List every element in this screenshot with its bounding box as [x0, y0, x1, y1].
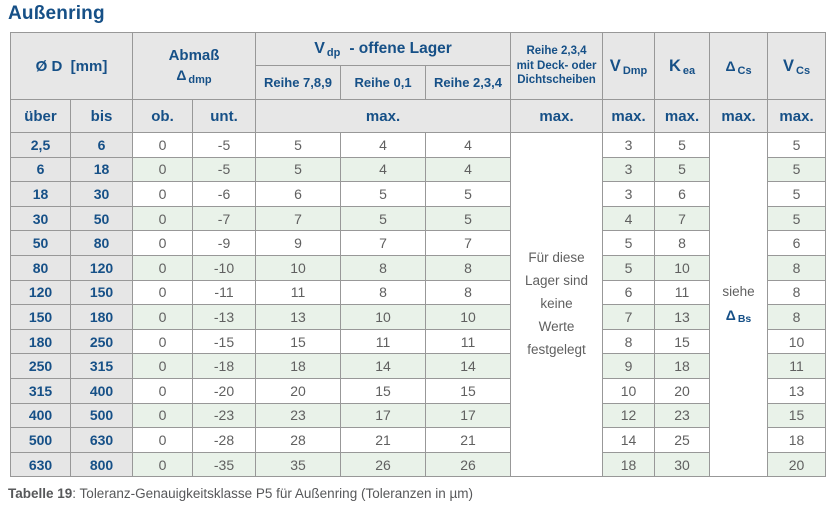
- table-row: [11, 452, 826, 477]
- cell-reihe-01: 17: [341, 403, 426, 428]
- cell-unt: -10: [193, 255, 256, 280]
- table-row: [11, 231, 826, 256]
- caption-number: Tabelle 19: [8, 486, 73, 502]
- cell-reihe-234: 26: [426, 452, 511, 477]
- cell-bis: 500: [71, 403, 133, 428]
- cell-ob: 0: [133, 403, 193, 428]
- cell-reihe-789: 15: [256, 329, 341, 354]
- cell-reihe-01: 14: [341, 354, 426, 379]
- cell-ueber: 120: [11, 280, 71, 305]
- col-header-reihe-234: Reihe 2,3,4: [426, 66, 511, 100]
- cell-reihe-234: 10: [426, 305, 511, 330]
- table-row: [11, 428, 826, 453]
- cell-kea: 20: [655, 378, 710, 403]
- cell-reihe-234: 17: [426, 403, 511, 428]
- table-row: [11, 206, 826, 231]
- cell-ueber: 150: [11, 305, 71, 330]
- col-header-sealed-series: Reihe 2,3,4 mit Deck- oder Dichtscheiben: [511, 33, 603, 100]
- cell-bis: 50: [71, 206, 133, 231]
- cell-bis: 30: [71, 182, 133, 207]
- cell-ob: 0: [133, 452, 193, 477]
- col-header-vdmp: V Dmp: [603, 33, 655, 100]
- col-header-outer-diameter: Ø D [mm]: [11, 33, 133, 100]
- cell-kea: 11: [655, 280, 710, 305]
- delta-cs-reference-cell: [710, 133, 768, 477]
- table-row: [11, 255, 826, 280]
- col-header-abmass: [133, 33, 256, 100]
- cell-vdmp: 18: [603, 452, 655, 477]
- cell-bis: 800: [71, 452, 133, 477]
- cell-reihe-789: 11: [256, 280, 341, 305]
- cell-unt: -18: [193, 354, 256, 379]
- cell-reihe-01: 5: [341, 182, 426, 207]
- cell-ueber: 180: [11, 329, 71, 354]
- cell-ob: 0: [133, 206, 193, 231]
- cell-vcs: 5: [768, 206, 826, 231]
- cell-reihe-234: 8: [426, 255, 511, 280]
- col-header-delta-cs: Δ Cs: [710, 33, 768, 100]
- cell-vcs: 20: [768, 452, 826, 477]
- col-header-max-vcs: max.: [768, 100, 826, 133]
- cell-reihe-234: 15: [426, 378, 511, 403]
- col-header-ueber: über: [11, 100, 71, 133]
- table-row: [11, 329, 826, 354]
- cell-kea: 30: [655, 452, 710, 477]
- cell-vdmp: 3: [603, 157, 655, 182]
- table-row: [11, 133, 826, 158]
- cell-unt: -13: [193, 305, 256, 330]
- cell-reihe-789: 13: [256, 305, 341, 330]
- table-body: [11, 133, 826, 477]
- cell-ueber: 500: [11, 428, 71, 453]
- cell-reihe-01: 7: [341, 231, 426, 256]
- table-row: [11, 305, 826, 330]
- cell-unt: -5: [193, 133, 256, 158]
- cell-kea: 7: [655, 206, 710, 231]
- col-header-ob: ob.: [133, 100, 193, 133]
- table-row: [11, 354, 826, 379]
- cell-reihe-234: 8: [426, 280, 511, 305]
- table-row: [11, 157, 826, 182]
- cell-unt: -6: [193, 182, 256, 207]
- cell-kea: 23: [655, 403, 710, 428]
- cell-vdmp: 14: [603, 428, 655, 453]
- cell-reihe-01: 5: [341, 206, 426, 231]
- cell-reihe-234: 7: [426, 231, 511, 256]
- cell-bis: 80: [71, 231, 133, 256]
- cell-reihe-234: 21: [426, 428, 511, 453]
- cell-vcs: 10: [768, 329, 826, 354]
- cell-ueber: 18: [11, 182, 71, 207]
- col-header-vdp-open-bearings: V dp - offene Lager: [256, 33, 511, 66]
- cell-vdmp: 3: [603, 133, 655, 158]
- cell-reihe-01: 26: [341, 452, 426, 477]
- cell-reihe-234: 4: [426, 157, 511, 182]
- cell-vcs: 13: [768, 378, 826, 403]
- cell-ob: 0: [133, 157, 193, 182]
- cell-reihe-789: 5: [256, 157, 341, 182]
- cell-ueber: 315: [11, 378, 71, 403]
- cell-vcs: 5: [768, 133, 826, 158]
- cell-ob: 0: [133, 378, 193, 403]
- cell-bis: 120: [71, 255, 133, 280]
- delta-bs-symbol: Δ Bs: [725, 307, 752, 326]
- cell-reihe-01: 10: [341, 305, 426, 330]
- cell-vcs: 8: [768, 255, 826, 280]
- cell-kea: 15: [655, 329, 710, 354]
- cell-bis: 400: [71, 378, 133, 403]
- header-row-groups: [11, 33, 826, 66]
- col-header-reihe-789: Reihe 7,8,9: [256, 66, 341, 100]
- cell-ueber: 80: [11, 255, 71, 280]
- cell-ueber: 400: [11, 403, 71, 428]
- cell-kea: 25: [655, 428, 710, 453]
- cell-unt: -20: [193, 378, 256, 403]
- cell-bis: 18: [71, 157, 133, 182]
- page-title: Außenring: [8, 3, 105, 24]
- cell-reihe-01: 21: [341, 428, 426, 453]
- cell-vdmp: 12: [603, 403, 655, 428]
- cell-kea: 6: [655, 182, 710, 207]
- cell-vdmp: 3: [603, 182, 655, 207]
- cell-vcs: 18: [768, 428, 826, 453]
- cell-ueber: 6: [11, 157, 71, 182]
- cell-reihe-234: 14: [426, 354, 511, 379]
- header-row-limits: [11, 100, 826, 133]
- siehe-label: siehe: [722, 284, 755, 300]
- cell-vdmp: 5: [603, 231, 655, 256]
- cell-reihe-789: 28: [256, 428, 341, 453]
- col-header-max-dcs: max.: [710, 100, 768, 133]
- cell-ob: 0: [133, 329, 193, 354]
- col-header-bis: bis: [71, 100, 133, 133]
- cell-unt: -23: [193, 403, 256, 428]
- cell-reihe-789: 5: [256, 133, 341, 158]
- cell-reihe-01: 4: [341, 157, 426, 182]
- cell-reihe-789: 6: [256, 182, 341, 207]
- cell-reihe-01: 11: [341, 329, 426, 354]
- sealed-bearings-note-cell: Für diese Lager sind keine Werte festgelegt: [511, 133, 603, 477]
- cell-ob: 0: [133, 305, 193, 330]
- cell-vcs: 5: [768, 157, 826, 182]
- cell-vdmp: 8: [603, 329, 655, 354]
- abmass-label: Abmaß: [168, 46, 220, 64]
- cell-vdmp: 9: [603, 354, 655, 379]
- col-header-max-sealed: max.: [511, 100, 603, 133]
- col-header-unt: unt.: [193, 100, 256, 133]
- cell-reihe-01: 8: [341, 280, 426, 305]
- cell-unt: -9: [193, 231, 256, 256]
- cell-vcs: 15: [768, 403, 826, 428]
- cell-bis: 6: [71, 133, 133, 158]
- cell-unt: -11: [193, 280, 256, 305]
- cell-unt: -35: [193, 452, 256, 477]
- table-caption: [8, 486, 836, 501]
- cell-ueber: 630: [11, 452, 71, 477]
- cell-bis: 630: [71, 428, 133, 453]
- cell-reihe-789: 7: [256, 206, 341, 231]
- col-header-vcs: V Cs: [768, 33, 826, 100]
- cell-vdmp: 6: [603, 280, 655, 305]
- cell-ob: 0: [133, 255, 193, 280]
- cell-kea: 5: [655, 133, 710, 158]
- cell-vdmp: 4: [603, 206, 655, 231]
- table-row: [11, 378, 826, 403]
- cell-bis: 150: [71, 280, 133, 305]
- cell-vcs: 8: [768, 305, 826, 330]
- col-header-reihe-01: Reihe 0,1: [341, 66, 426, 100]
- cell-kea: 13: [655, 305, 710, 330]
- cell-unt: -5: [193, 157, 256, 182]
- cell-kea: 5: [655, 157, 710, 182]
- table-row: [11, 280, 826, 305]
- cell-ob: 0: [133, 133, 193, 158]
- cell-reihe-789: 35: [256, 452, 341, 477]
- cell-kea: 10: [655, 255, 710, 280]
- cell-ob: 0: [133, 428, 193, 453]
- cell-vdmp: 5: [603, 255, 655, 280]
- cell-reihe-234: 5: [426, 206, 511, 231]
- col-header-max-vdmp: max.: [603, 100, 655, 133]
- col-header-kea: K ea: [655, 33, 710, 100]
- cell-unt: -28: [193, 428, 256, 453]
- cell-ueber: 250: [11, 354, 71, 379]
- cell-ob: 0: [133, 182, 193, 207]
- cell-vcs: 8: [768, 280, 826, 305]
- abmass-symbol: Δ $_{dmp}$: [176, 67, 212, 86]
- cell-ob: 0: [133, 354, 193, 379]
- cell-reihe-01: 4: [341, 133, 426, 158]
- cell-vcs: 6: [768, 231, 826, 256]
- cell-reihe-234: 4: [426, 133, 511, 158]
- cell-bis: 250: [71, 329, 133, 354]
- cell-ob: 0: [133, 231, 193, 256]
- cell-vdmp: 10: [603, 378, 655, 403]
- cell-reihe-789: 20: [256, 378, 341, 403]
- table-row: [11, 182, 826, 207]
- cell-ob: 0: [133, 280, 193, 305]
- cell-kea: 8: [655, 231, 710, 256]
- cell-reihe-234: 11: [426, 329, 511, 354]
- cell-reihe-789: 23: [256, 403, 341, 428]
- cell-reihe-234: 5: [426, 182, 511, 207]
- cell-vdmp: 7: [603, 305, 655, 330]
- cell-ueber: 2,5: [11, 133, 71, 158]
- cell-reihe-01: 15: [341, 378, 426, 403]
- cell-ueber: 50: [11, 231, 71, 256]
- cell-unt: -7: [193, 206, 256, 231]
- tolerance-table: [10, 32, 826, 477]
- cell-reihe-01: 8: [341, 255, 426, 280]
- cell-reihe-789: 10: [256, 255, 341, 280]
- table-row: [11, 403, 826, 428]
- cell-unt: -15: [193, 329, 256, 354]
- cell-reihe-789: 9: [256, 231, 341, 256]
- caption-text: : Toleranz-Genauigkeitsklasse P5 für Außenring (Toleranzen in µm): [72, 486, 474, 502]
- cell-vcs: 11: [768, 354, 826, 379]
- cell-kea: 18: [655, 354, 710, 379]
- cell-ueber: 30: [11, 206, 71, 231]
- cell-bis: 180: [71, 305, 133, 330]
- cell-bis: 315: [71, 354, 133, 379]
- col-header-max-kea: max.: [655, 100, 710, 133]
- col-header-max-vdp: max.: [256, 100, 511, 133]
- cell-reihe-789: 18: [256, 354, 341, 379]
- cell-vcs: 5: [768, 182, 826, 207]
